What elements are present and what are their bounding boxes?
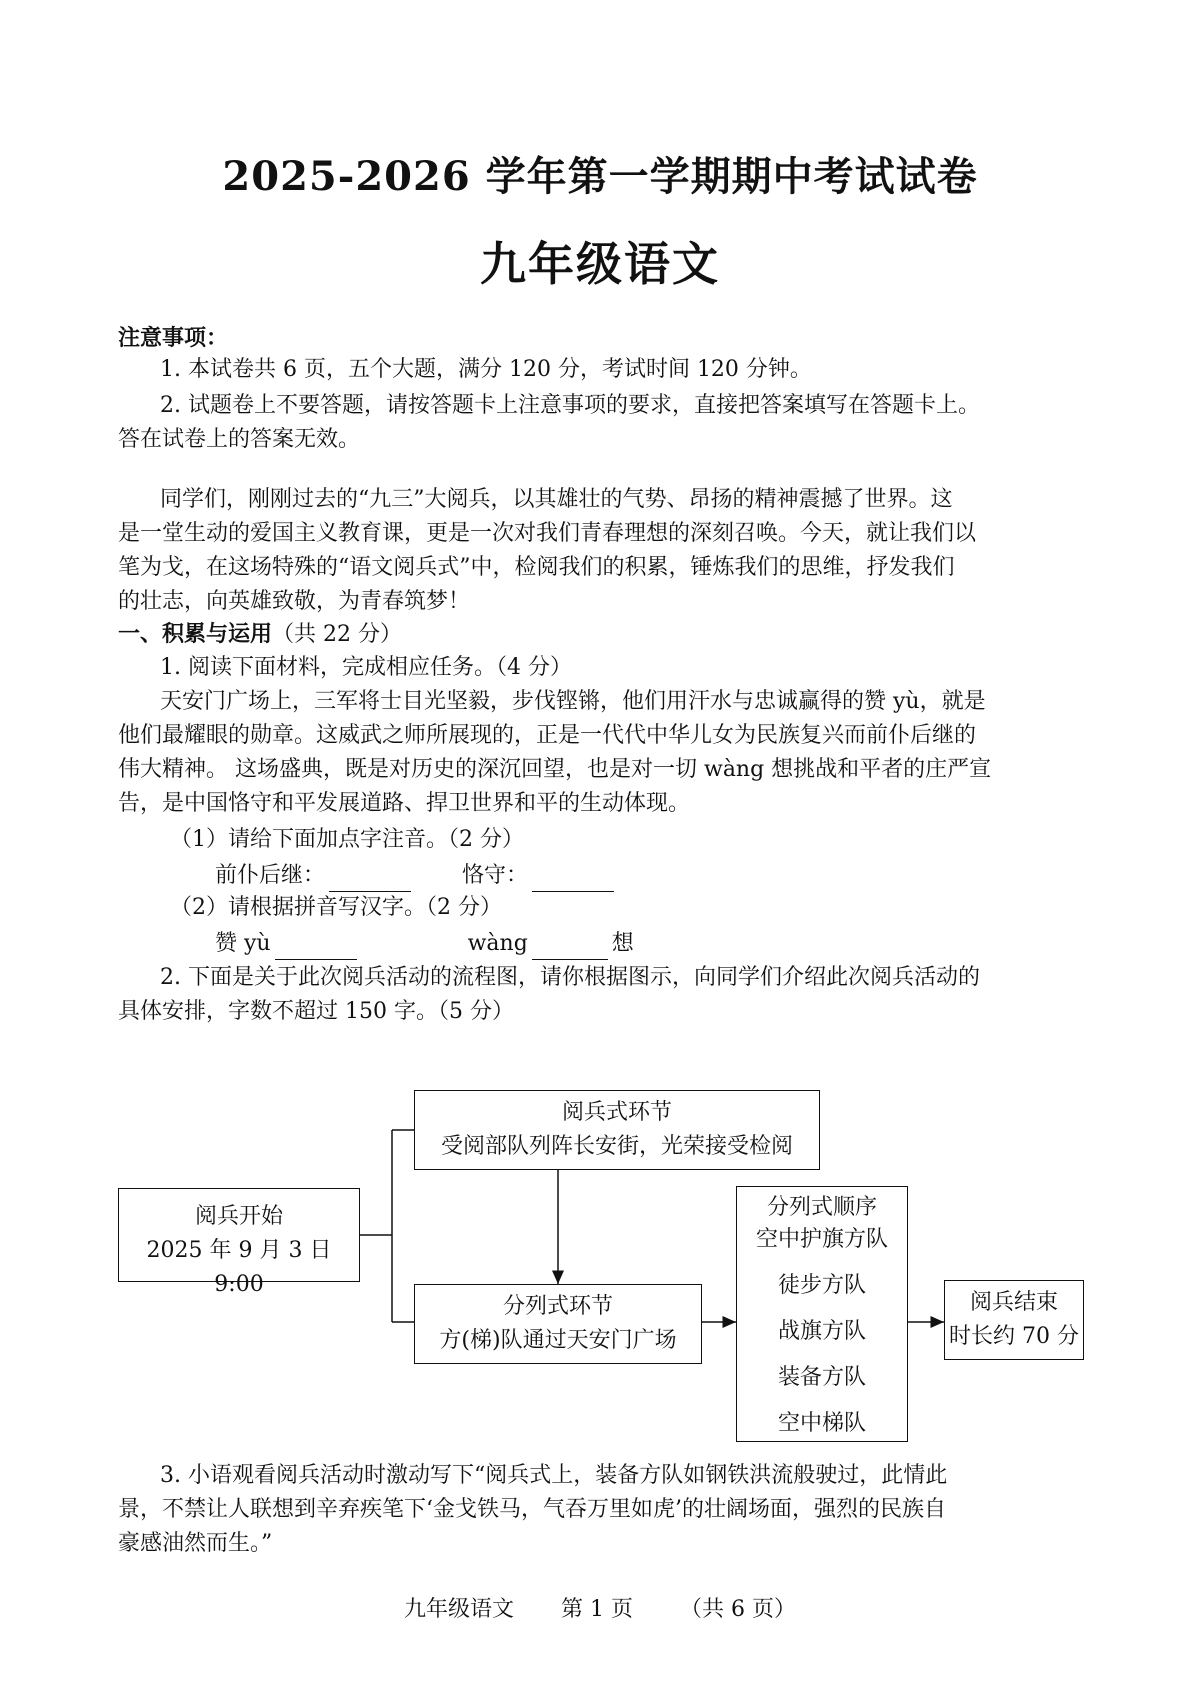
flow-parade-title: 分列式环节 (502, 1294, 613, 1319)
flow-end-desc: 时长约 70 分 (949, 1324, 1079, 1349)
section-1-heading (118, 618, 402, 651)
section-1-points: （共 22 分） (272, 622, 402, 647)
flow-start-box (118, 1188, 360, 1297)
q1-passage-line: 伟大精神。 这场盛典，既是对历史的深沉回望，也是对一切 wàng 想挑战和平者的庄严宣 (118, 757, 992, 782)
answer-blank (329, 869, 411, 892)
q1-sub2-items (215, 928, 634, 960)
flow-review-title: 阅兵式环节 (561, 1100, 672, 1125)
footer-total-pages: （共 6 页） (680, 1597, 796, 1622)
q1-sub1-a-label: 前仆后继： (215, 863, 326, 888)
footer-page-number: 第 1 页 (561, 1597, 633, 1622)
section-1-title: 一、积累与运用 (118, 621, 273, 647)
q1-sub2: （2）请根据拼音写汉字。（2 分） (170, 895, 502, 920)
flow-sequence-box (736, 1186, 908, 1442)
q1-sub2-a-label: 赞 yù (215, 931, 271, 956)
exam-subject: 九年级语文 (480, 237, 720, 291)
flow-sequence-title: 分列式顺序 (766, 1195, 877, 1220)
footer-subject: 九年级语文 (404, 1597, 515, 1622)
flow-end-box (944, 1280, 1084, 1360)
q1-sub2-b-suffix: 想 (611, 931, 634, 956)
notice-item-2-cont: 答在试卷上的答案无效。 (118, 427, 361, 452)
q1-sub1-b-label: 恪守： (462, 863, 529, 888)
exam-title: 2025-2026 学年第一学期期中考试试卷 (222, 153, 978, 200)
q2-stem-cont: 具体安排，字数不超过 150 字。（5 分） (118, 999, 514, 1024)
flow-parade-desc: 方(梯)队通过天安门广场 (439, 1328, 677, 1353)
q1-stem: 1. 阅读下面材料，完成相应任务。（4 分） (160, 655, 572, 680)
q3-stem-cont: 豪感油然而生。” (118, 1531, 273, 1556)
intro-line: 同学们，刚刚过去的“九三”大阅兵，以其雄壮的气势、昂扬的精神震撼了世界。这 (160, 487, 953, 512)
flow-start-time: 2025 年 9 月 3 日 9:00 (146, 1238, 332, 1297)
answer-blank (275, 937, 357, 960)
notice-item-1: 1. 本试卷共 6 页，五个大题，满分 120 分，考试时间 120 分钟。 (160, 357, 812, 382)
q1-passage-line: 天安门广场上，三军将士目光坚毅，步伐铿锵，他们用汗水与忠诚赢得的赞 yù，就是 (160, 689, 986, 714)
answer-blank (532, 869, 614, 892)
q2-stem: 2. 下面是关于此次阅兵活动的流程图，请你根据图示，向同学们介绍此次阅兵活动的 (160, 965, 980, 990)
intro-line: 是一堂生动的爱国主义教育课，更是一次对我们青春理想的深刻召唤。今天，就让我们以 (118, 521, 977, 546)
intro-line: 笔为戈，在这场特殊的“语文阅兵式”中，检阅我们的积累，锤炼我们的思维，抒发我们 (118, 555, 955, 580)
intro-line: 的壮志，向英雄致敬，为青春筑梦！ (118, 589, 471, 614)
flow-parade-box (414, 1284, 702, 1364)
flow-review-desc: 受阅部队列阵长安街，光荣接受检阅 (440, 1134, 793, 1159)
flow-sequence-item: 战旗方队 (777, 1319, 866, 1344)
page-footer (0, 1592, 1200, 1623)
q3-stem-cont: 景，不禁让人联想到辛弃疾笔下‘金戈铁马，气吞万里如虎’的壮阔场面，强烈的民族自 (118, 1497, 946, 1522)
flow-end-title: 阅兵结束 (969, 1290, 1058, 1315)
q1-passage-line: 他们最耀眼的勋章。这威武之师所展现的，正是一代代中华儿女为民族复兴而前仆后继的 (118, 723, 977, 748)
q1-sub1-items (215, 860, 618, 892)
q1-passage-line: 告，是中国恪守和平发展道路、捍卫世界和平的生动体现。 (118, 791, 691, 816)
flow-sequence-item: 空中护旗方队 (755, 1227, 888, 1252)
q1-sub2-b-label: wàng (467, 931, 528, 956)
notice-heading: 注意事项： (118, 325, 229, 351)
flow-sequence-item: 徒步方队 (777, 1273, 866, 1298)
flow-sequence-item: 空中梯队 (777, 1411, 866, 1436)
q1-sub1: （1）请给下面加点字注音。（2 分） (170, 827, 524, 852)
flow-review-box (414, 1090, 820, 1170)
answer-blank (532, 937, 608, 960)
flow-start-title: 阅兵开始 (194, 1204, 283, 1229)
flow-sequence-item: 装备方队 (777, 1365, 866, 1390)
notice-item-2: 2. 试题卷上不要答题，请按答题卡上注意事项的要求，直接把答案填写在答题卡上。 (160, 393, 980, 418)
q3-stem: 3. 小语观看阅兵活动时激动写下“阅兵式上，装备方队如钢铁洪流般驶过，此情此 (160, 1463, 948, 1488)
